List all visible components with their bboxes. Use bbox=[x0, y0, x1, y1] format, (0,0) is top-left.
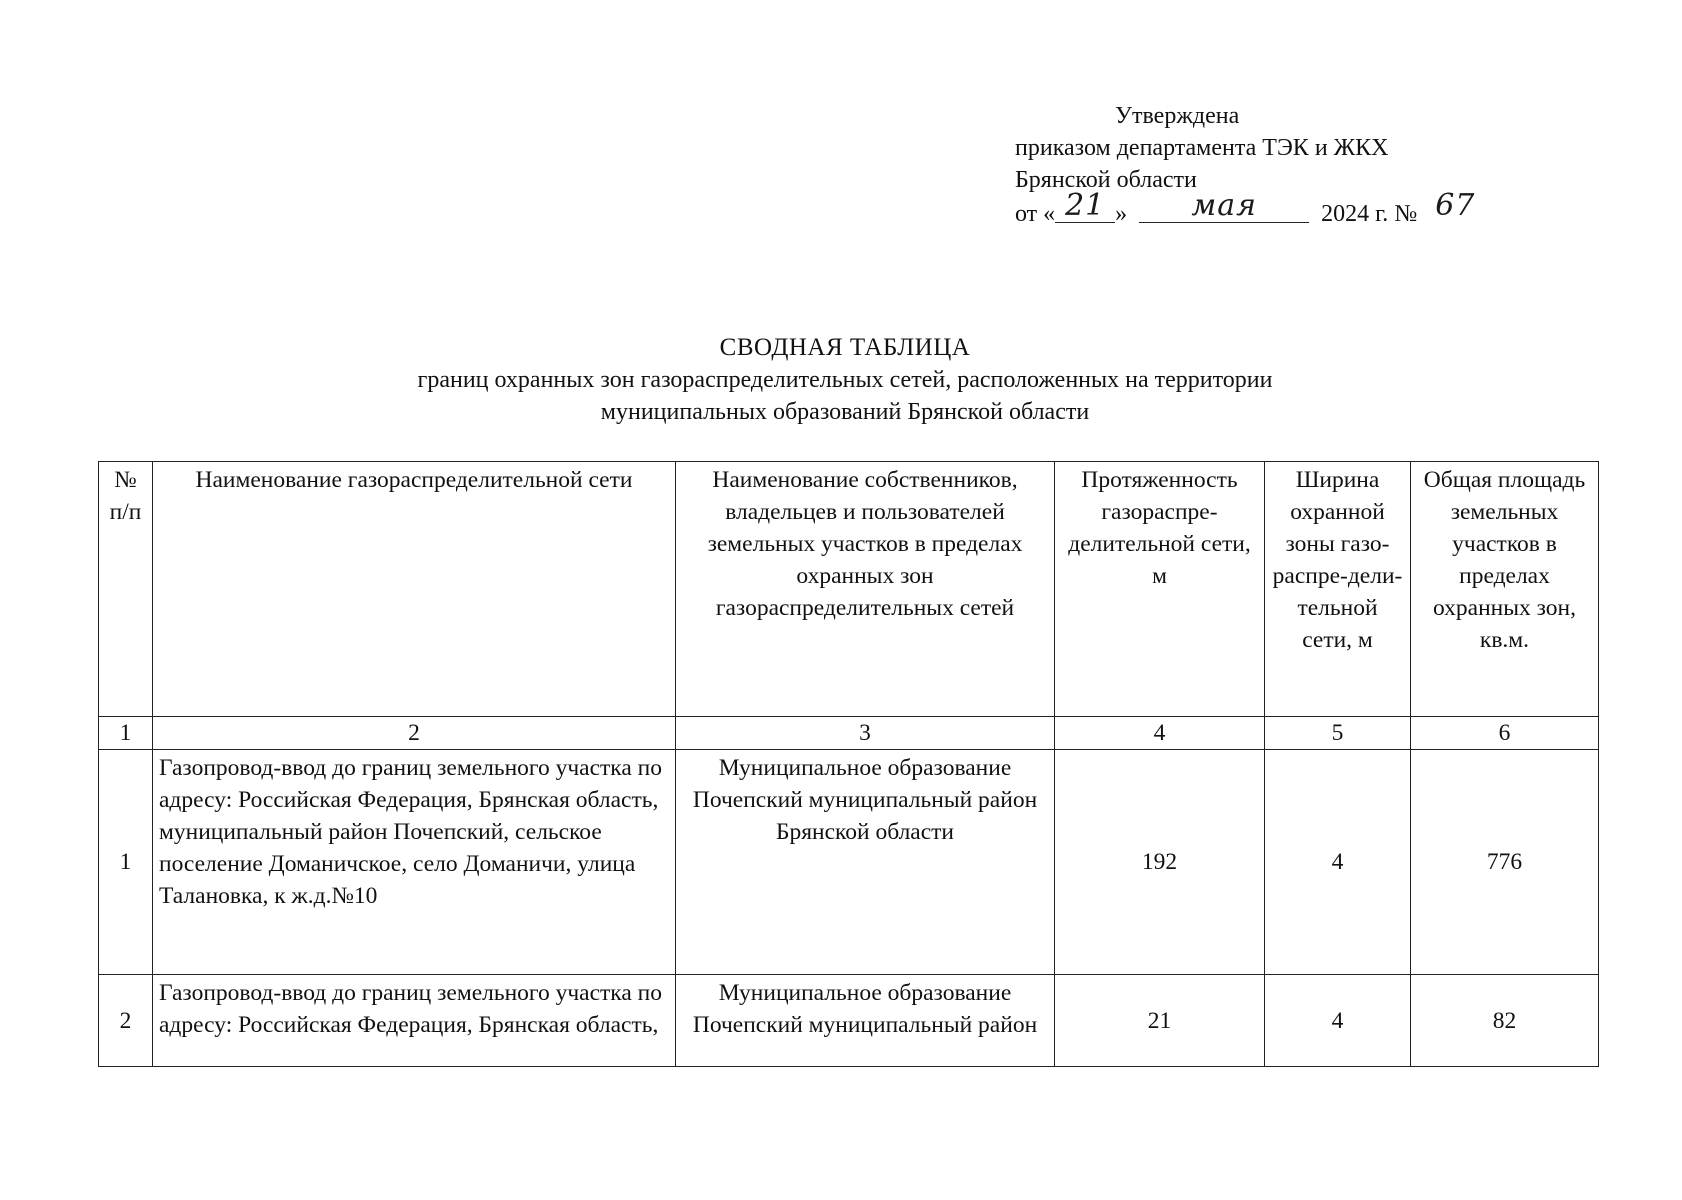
header-number: № п/п bbox=[99, 462, 153, 717]
approval-order-line: приказом департамента ТЭК и ЖКХ bbox=[1015, 135, 1389, 161]
title-subtitle-2: муниципальных образований Брянской области bbox=[600, 399, 1090, 425]
document-title bbox=[90, 332, 1600, 428]
table-header-row bbox=[99, 462, 1599, 717]
column-number: 5 bbox=[1265, 717, 1411, 750]
header-owners: Наименование собственников, владельцев и пользователей земельных участков в пределах охранных зон газораспределительных сетей bbox=[676, 462, 1055, 717]
area-cell: 82 bbox=[1411, 975, 1599, 1067]
column-number: 3 bbox=[676, 717, 1055, 750]
column-number: 4 bbox=[1055, 717, 1265, 750]
date-day-field bbox=[1055, 188, 1115, 223]
length-cell: 21 bbox=[1055, 975, 1265, 1067]
table-row bbox=[99, 750, 1599, 975]
zone-width-cell: 4 bbox=[1265, 750, 1411, 975]
owner-text: Муниципальное образование Почепский муниципальный район bbox=[692, 980, 1038, 1038]
title-subtitle-1: границ охранных зон газораспределительных сетей, расположенных на территории bbox=[417, 367, 1273, 393]
row-number: 2 bbox=[99, 975, 153, 1067]
approval-heading: Утверждена bbox=[1115, 103, 1240, 129]
area-cell: 776 bbox=[1411, 750, 1599, 975]
header-total-area: Общая площадь земельных участков в пределах охранных зон, кв.м. bbox=[1411, 462, 1599, 717]
date-month-field bbox=[1139, 188, 1309, 223]
date-mid: » bbox=[1115, 201, 1128, 227]
approval-date-line bbox=[1015, 188, 1476, 230]
date-month-handwritten: мая bbox=[1191, 188, 1257, 223]
column-number-row bbox=[99, 717, 1599, 750]
approval-region-line: Брянской области bbox=[1015, 167, 1197, 193]
title-main: СВОДНАЯ ТАБЛИЦА bbox=[719, 334, 971, 361]
number-sign: № bbox=[1394, 201, 1418, 227]
column-number: 6 bbox=[1411, 717, 1599, 750]
order-number-handwritten: 67 bbox=[1435, 188, 1476, 223]
summary-table bbox=[98, 461, 1599, 1067]
row-number: 1 bbox=[99, 750, 153, 975]
network-name-cell bbox=[153, 975, 676, 1067]
network-name-cell: Газопровод-ввод до границ земельного участка по адресу: Российская Федерация, Брянская область, муниципальный район Почепский, сельское поселение Доманичское, село Доманичи, улица Талановка, к ж.д.№10 bbox=[153, 750, 676, 975]
date-year: 2024 г. bbox=[1321, 201, 1389, 227]
column-number: 2 bbox=[153, 717, 676, 750]
table-row bbox=[99, 975, 1599, 1067]
owner-cell: Муниципальное образование Почепский муниципальный район Брянской области bbox=[676, 750, 1055, 975]
zone-width-cell: 4 bbox=[1265, 975, 1411, 1067]
header-length: Протяженность газораспре-делительной сети, м bbox=[1055, 462, 1265, 717]
header-network-name: Наименование газораспределительной сети bbox=[153, 462, 676, 717]
date-day-handwritten: 21 bbox=[1065, 188, 1106, 223]
approval-block bbox=[1015, 100, 1475, 230]
network-name-text: Газопровод-ввод до границ земельного участка по адресу: Российская Федерация, Брянская область, bbox=[159, 980, 662, 1038]
column-number: 1 bbox=[99, 717, 153, 750]
owner-cell bbox=[676, 975, 1055, 1067]
date-prefix: от « bbox=[1015, 201, 1056, 227]
header-zone-width: Ширина охранной зоны газо-распре-дели-тельной сети, м bbox=[1265, 462, 1411, 717]
length-cell: 192 bbox=[1055, 750, 1265, 975]
